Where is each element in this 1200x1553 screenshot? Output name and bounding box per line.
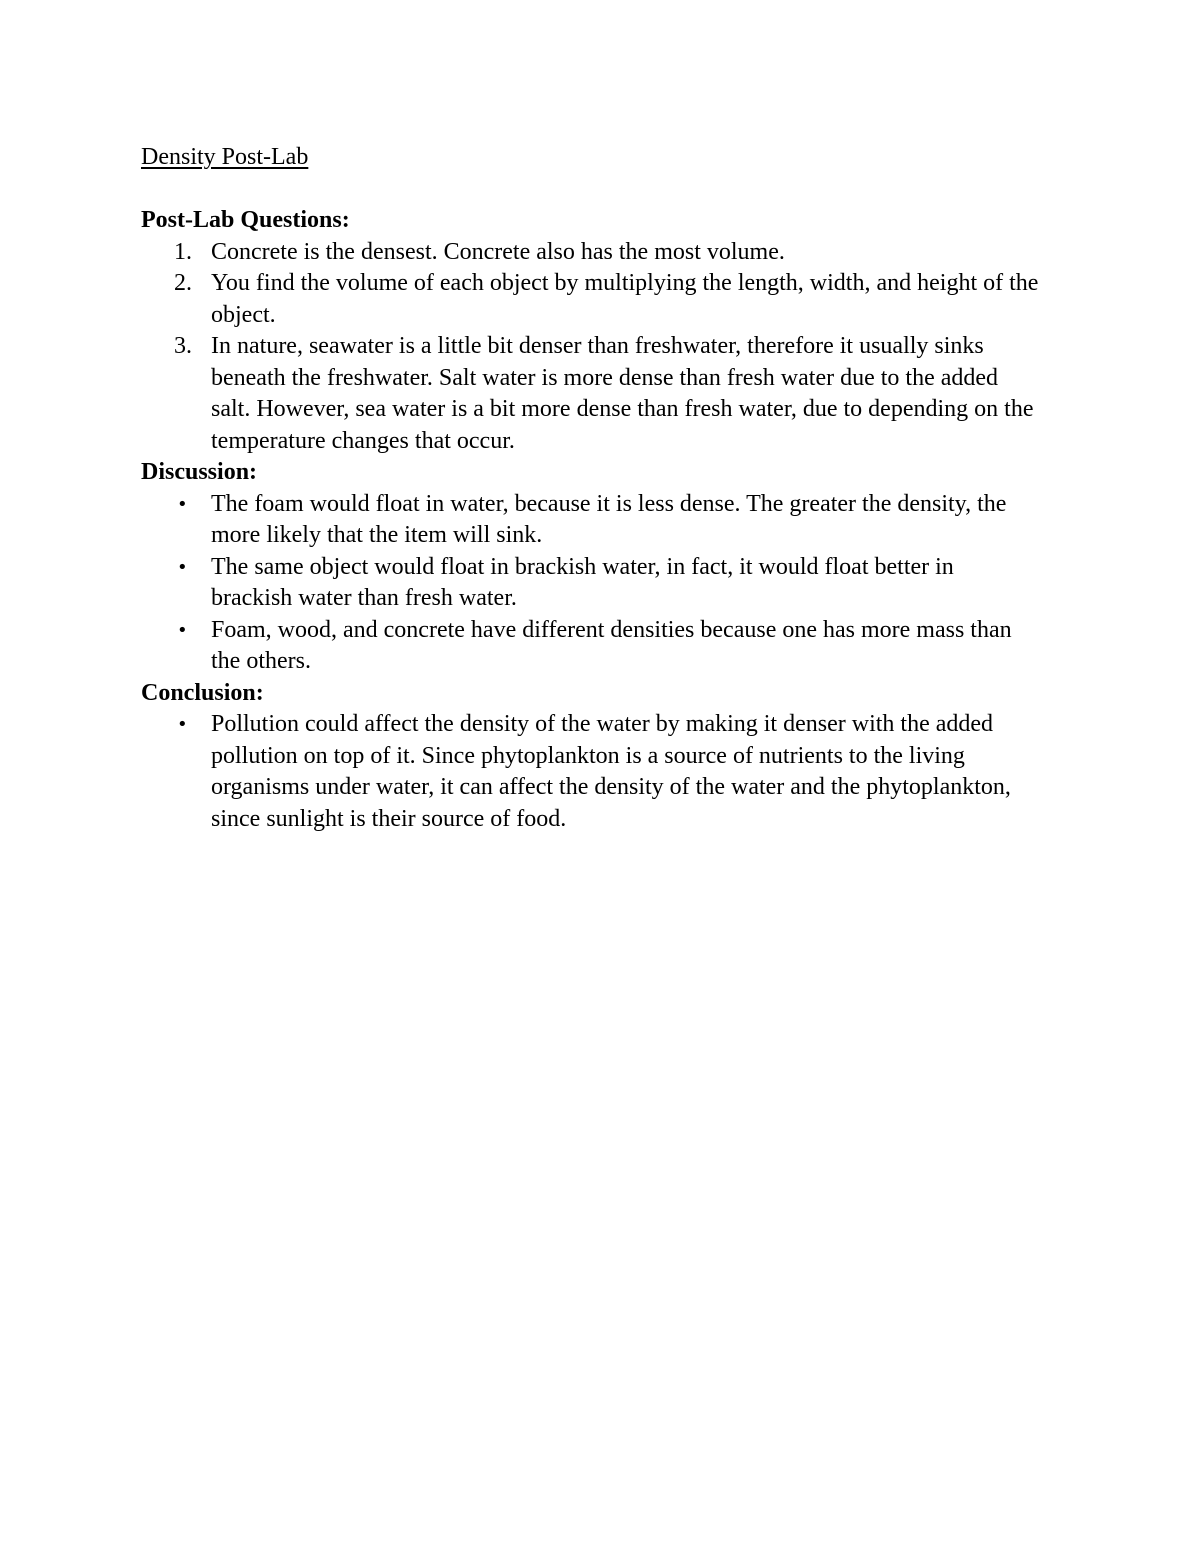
- list-item: [141, 268, 1041, 331]
- list-item-text: The same object would float in brackish water, in fact, it would float better in brackish water than fresh water.: [211, 553, 954, 611]
- conclusion-section: [141, 678, 1041, 836]
- conclusion-heading: Conclusion:: [141, 679, 264, 706]
- document-page: [141, 142, 1041, 835]
- discussion-heading: Discussion:: [141, 459, 258, 485]
- questions-list: [141, 237, 1041, 458]
- list-item: [141, 552, 1041, 615]
- list-number: 2.: [174, 270, 192, 296]
- conclusion-list: [141, 709, 1041, 835]
- post-lab-questions-heading: Post-Lab Questions:: [141, 207, 350, 233]
- list-item-text: Pollution could affect the density of the water by making it denser with the added pollution on top of it. Since phytoplankton is a source of nutrients to the living organisms under water, it can affect the density of the water and the phytoplankton, since sunlight is their source of food.: [211, 711, 1011, 832]
- discussion-list: [141, 489, 1041, 678]
- bullet-icon: •: [177, 493, 188, 515]
- blank-line: [141, 174, 1041, 206]
- list-item: [141, 709, 1041, 835]
- list-item-text: Concrete is the densest. Concrete also has the most volume.: [211, 238, 785, 265]
- list-item: [141, 615, 1041, 678]
- list-number: 1.: [174, 238, 192, 265]
- list-number: 3.: [174, 333, 192, 359]
- document-title: Density Post-Lab: [141, 144, 309, 170]
- list-item: [141, 489, 1041, 552]
- list-item-text: In nature, seawater is a little bit denser than freshwater, therefore it usually sinks beneath the freshwater. Salt water is more dense than fresh water due to the added salt. However, sea water is a bit more dense than fresh water, due to depending on the temperature changes that occur.: [211, 333, 1034, 454]
- post-lab-questions-section: [141, 205, 1041, 457]
- discussion-section: [141, 457, 1041, 678]
- bullet-icon: •: [177, 556, 188, 578]
- list-item: [141, 331, 1041, 457]
- list-item: [141, 237, 1041, 269]
- list-item-text: The foam would float in water, because it is less dense. The greater the density, the more likely that the item will sink.: [211, 490, 1007, 548]
- bullet-icon: •: [177, 714, 188, 735]
- list-item-text: Foam, wood, and concrete have different densities because one has more mass than the others.: [211, 616, 1012, 674]
- list-item-text: You find the volume of each object by multiplying the length, width, and height of the object.: [211, 270, 1039, 328]
- bullet-icon: •: [177, 619, 188, 641]
